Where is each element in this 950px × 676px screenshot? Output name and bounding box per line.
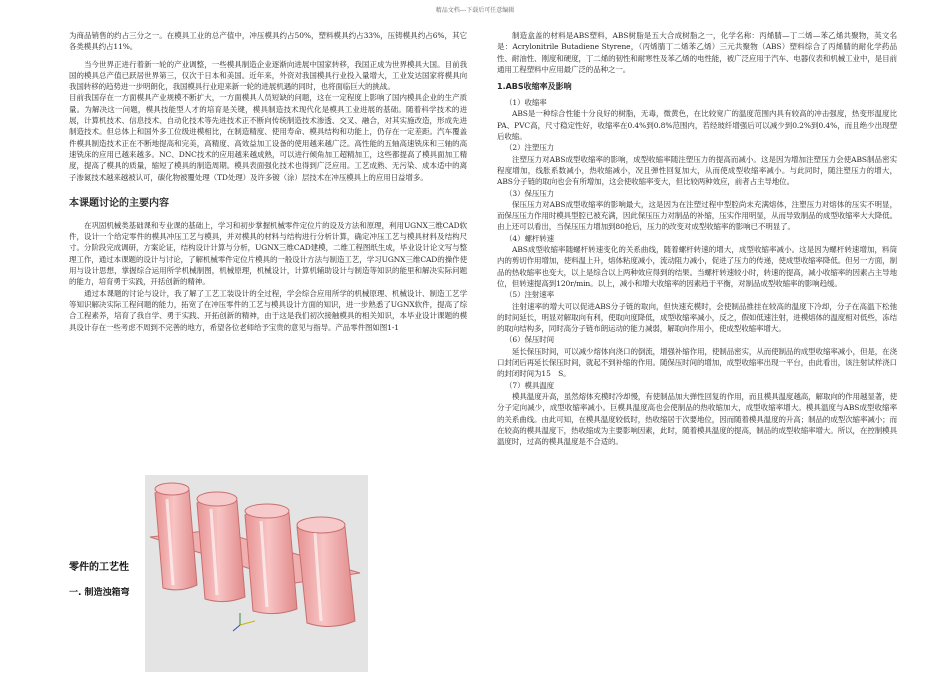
- section-heading: 1.ABS收缩率及影响: [497, 82, 572, 92]
- subsection-title: （6）保压时间: [505, 335, 555, 345]
- paragraph: 通过本课题的讨论与设计，我了解了工艺工装设计的全过程，学会综合应用所学的机械原理、机械设计、制造工艺学等知识解决实际工程问题的能力，拓宽了在冲压零件的工艺与模具设计方面的知识，进一步熟悉了UGNX软件，提高了综合工程素养，培育了我自学、勇于实践、开拓创新的精神，由于这是我们初次接触模具的相关知识，本毕业设计课题的模具设计存在一些考虑不周到不完善的地方，希望各位老师给予宝贵的意见与指导。产品零件图如图1-1: [69, 288, 467, 332]
- paragraph: 模具温度升高，虽然熔体充模时冷却慢，有使制品加大弹性回复的作用，而且模具温度越高，解取向的作用越显著，使分子定向减少，成型收缩率减小。巨模具温度高也会使制品的热收缩加大，成型收缩率增大。模具温度与ABS成型收缩率的关系曲线。由此可知，在模具温度较低时，热收缩居于次要地位，因而随着模具温度的升高；制品的成型次缩率减小；而在较高的模具温度下，热收缩成为主要影响因素，此时，随着模具温度的提高，制品的成型收缩率增大。所以，在控制模具温度时，过高的模具温度是不合适的。: [497, 391, 897, 447]
- paragraph: 当今世界正进行着新一轮的产业调整，一些模具制造企业逐渐向进展中国家转移，我国正成为世界模具大国。目前我国的模具总产值已跃居世界第三，仅次于日本和美国。近年来，外资对我国模具行业投入量增大，工业发达国家将模具向我国转移的趋势进一步明朗化，我国模具行业迎来新一轮的进展机遇的同时，也将面临巨大的挑战。: [69, 59, 467, 92]
- paragraph: ABS成型收缩率随螺杆转速变化的关系曲线，随着螺杆转速的增大，成型收缩率减小。这是因为螺杆转速增加，料筒内的剪切作用增加，使料温上升，熔体粘度减小，流动阻力减小，促进了压力的传递，使成型收缩率降低。但另一方面，制品的热收缩率也变大，以上是综合以上两种效应得到的结果。当螺杆转速较小时，转速的提高，减小收缩率的因素占主导地位，但转速提高到120r/min。以上，减小和增大收缩率的因素趋于平衡，对制品成型收缩率的影响趋缓。: [497, 245, 897, 288]
- paragraph: 保压压力对ABS成型收缩率的影响最大，这是因为在注塑过程中型腔尚未充满熔体，注塑压力对熔体的压实不明显，而保压压力作用时模具型腔已被充满，因此保压压力对制品的补缩，压实作用明显，从而导致制品的成型收缩率大大降低。由上还可以看出，当保压压力增加到80抢后，压力的改变对成型收缩率的影响已不明显了。: [497, 199, 897, 232]
- paragraph: 制造盒盖的材料是ABS塑料，ABS树脂是五大合成树脂之一，化学名称：丙烯腈—丁二烯—苯乙烯共聚物，英文名是：Acrylonitrile Butadiene Styrene，（丙烯腈丁二烯苯乙烯）三元共聚物（ABS）塑料综合了丙烯腈的耐化学药品性、耐油性、刚度和硬度，丁二烯的韧性和耐寒性及苯乙烯的电性能，被广泛应用于汽车、电器仪表和机械工业中，是目前通用工程塑料中应用最广泛的品种之一。: [497, 31, 897, 74]
- paragraph: 注射速率的增大可以促进ABS分子链的取向，但快速充模时，会使制品推挂在较高的温度下冷却，分子在高温下松弛的时间延长，明显对解取向有利，使取向度降低，成型收缩率减小，反之，假如低速注射，进模熔体的温度相对低些，冻结的取向结构多，同时高分子链布朗运动的能力减弱，解取向作用小，使成型收缩率增大。: [497, 301, 897, 334]
- subsection-title: （3）保压压力: [505, 188, 555, 198]
- subsection-title: （4）螺杆转速: [505, 233, 555, 243]
- right-column: [497, 30, 897, 447]
- paragraph: 目前我国存在一方面模具产业规模不断扩大，一方面模具人员短缺的问题，这在一定程度上影响了国内模具企业的生产质量。为解决这一问题，模具技能型人才的培育是关键，模具制造技术现代化是模具工业进展的基础。随着科学技术的进展，计算机技术、信息技术、自动化技术等先进技术正不断向传统制造技术渗透、交叉、融合，对其实施改造，形成先进制造技术。但总体上和国外多工位级进模相比，在制造精度、使用寿命、模具结构和功能上，仍存在一定差距。汽车覆盖件模具制造技术正在不断地提高和完美，高精度、高效益加工设备的使用越来越广泛。高性能的五轴高速铣床和三轴的高速铣床的应用已越来越多。NC、DNC技术的应用越来越成熟，可以进行倾角加工超精加工，这些都提高了模具面加工精度，提高了模具的质量，缩短了模具的制造周期。模具表面强化技术也得到广泛应用。工艺成熟、无污染、成本适中的离子渗氮技术越来越被认可，碳化物被覆处理（TD处理）及许多镀（涂）层技术在冲压模具上的应用日益增多。: [69, 93, 467, 182]
- paragraph: 在巩固机械类基础课和专业课的基础上，学习和初步掌握机械零件定位片的设及方法和原理，利用UGNX三维CAD软件，设计一个给定零件的模具冲压工艺与模具，并对模具的材料与结构进行分析计算，确定冲压工艺与模具材料及结构尺寸。分阶段完成调研，方案论证，结构设计计算与分析，UGNX三维CAD建模，二维工程图纸生成，毕业设计论文写与整理工作，通过本课题的设计与讨论，了解机械零件定位片模具的一般设计方法与制造工艺，学习UGNX三维CAD的操作使用与设计思想，掌握综合运用所学机械制图，机械原理，机械设计，计算机辅助设计与制造等知识的能里和解决实际问题的能力，培育勇于实践，开括创新的精神。: [69, 220, 467, 287]
- subsection-title: （1）收缩率: [505, 98, 547, 108]
- paragraph: 注塑压力对ABS成型收缩率的影响，成型收缩率随注塑压力的提高而减小。这是因为增加注塑压力会使ABS制品密实程度增加，线胀系数减小，热收缩减小，况且弹性回复加大，从而使成型收缩率减小。与此同时，随注塑压力的增大，ABS分子链的取向也会有所增加，这会使收缩率变大，但比较两种效应，前者占主导地位。: [497, 154, 897, 187]
- section-heading: 一. 制造浊箱弯: [69, 588, 130, 598]
- subsection-title: （7）模具温度: [505, 380, 555, 390]
- part-figure: [145, 475, 368, 672]
- paragraph: 为商品销售的约占三分之一。在模具工业的总产值中，冲压模具约占50%，塑料模具约占33%，压铸模具约占6%，其它各类模具约占11%。: [69, 31, 467, 52]
- paragraph: ABS是一种综合性能十分良好的树脂，无毒，微黄色，在比较宽广的温度范围内具有较高的冲击强度，热变形温度比PA、PVC高，尺寸稳定性好，收缩率在0.4%到0.8%范围内，若经玻纤增强后可以减少到0.2%到0.4%，而且绝少出现塑后收缩。: [497, 109, 897, 142]
- subsection-title: （2）注塑压力: [505, 143, 555, 153]
- left-column: [69, 30, 467, 333]
- page-header: 精品文档---下载后可任意编辑: [435, 7, 515, 14]
- section-heading: 本课题讨论的主要内容: [69, 197, 169, 209]
- part-model-image: [145, 475, 368, 672]
- section-heading: 零件的工艺性: [69, 562, 129, 573]
- paragraph: 延长保压时间，可以减少熔体向浇口的倒流，增强补缩作用，使制品密实，从而使制品的成型收缩率减小，但是，在浇口封闭后再延长保压时间，就起不到补缩的作用。随保压时间的增加，成型收缩率出现一平台，由此看出，该注射试样浇口的封闭时间为15 S。: [497, 346, 897, 379]
- subsection-title: （5）注射速率: [505, 290, 555, 300]
